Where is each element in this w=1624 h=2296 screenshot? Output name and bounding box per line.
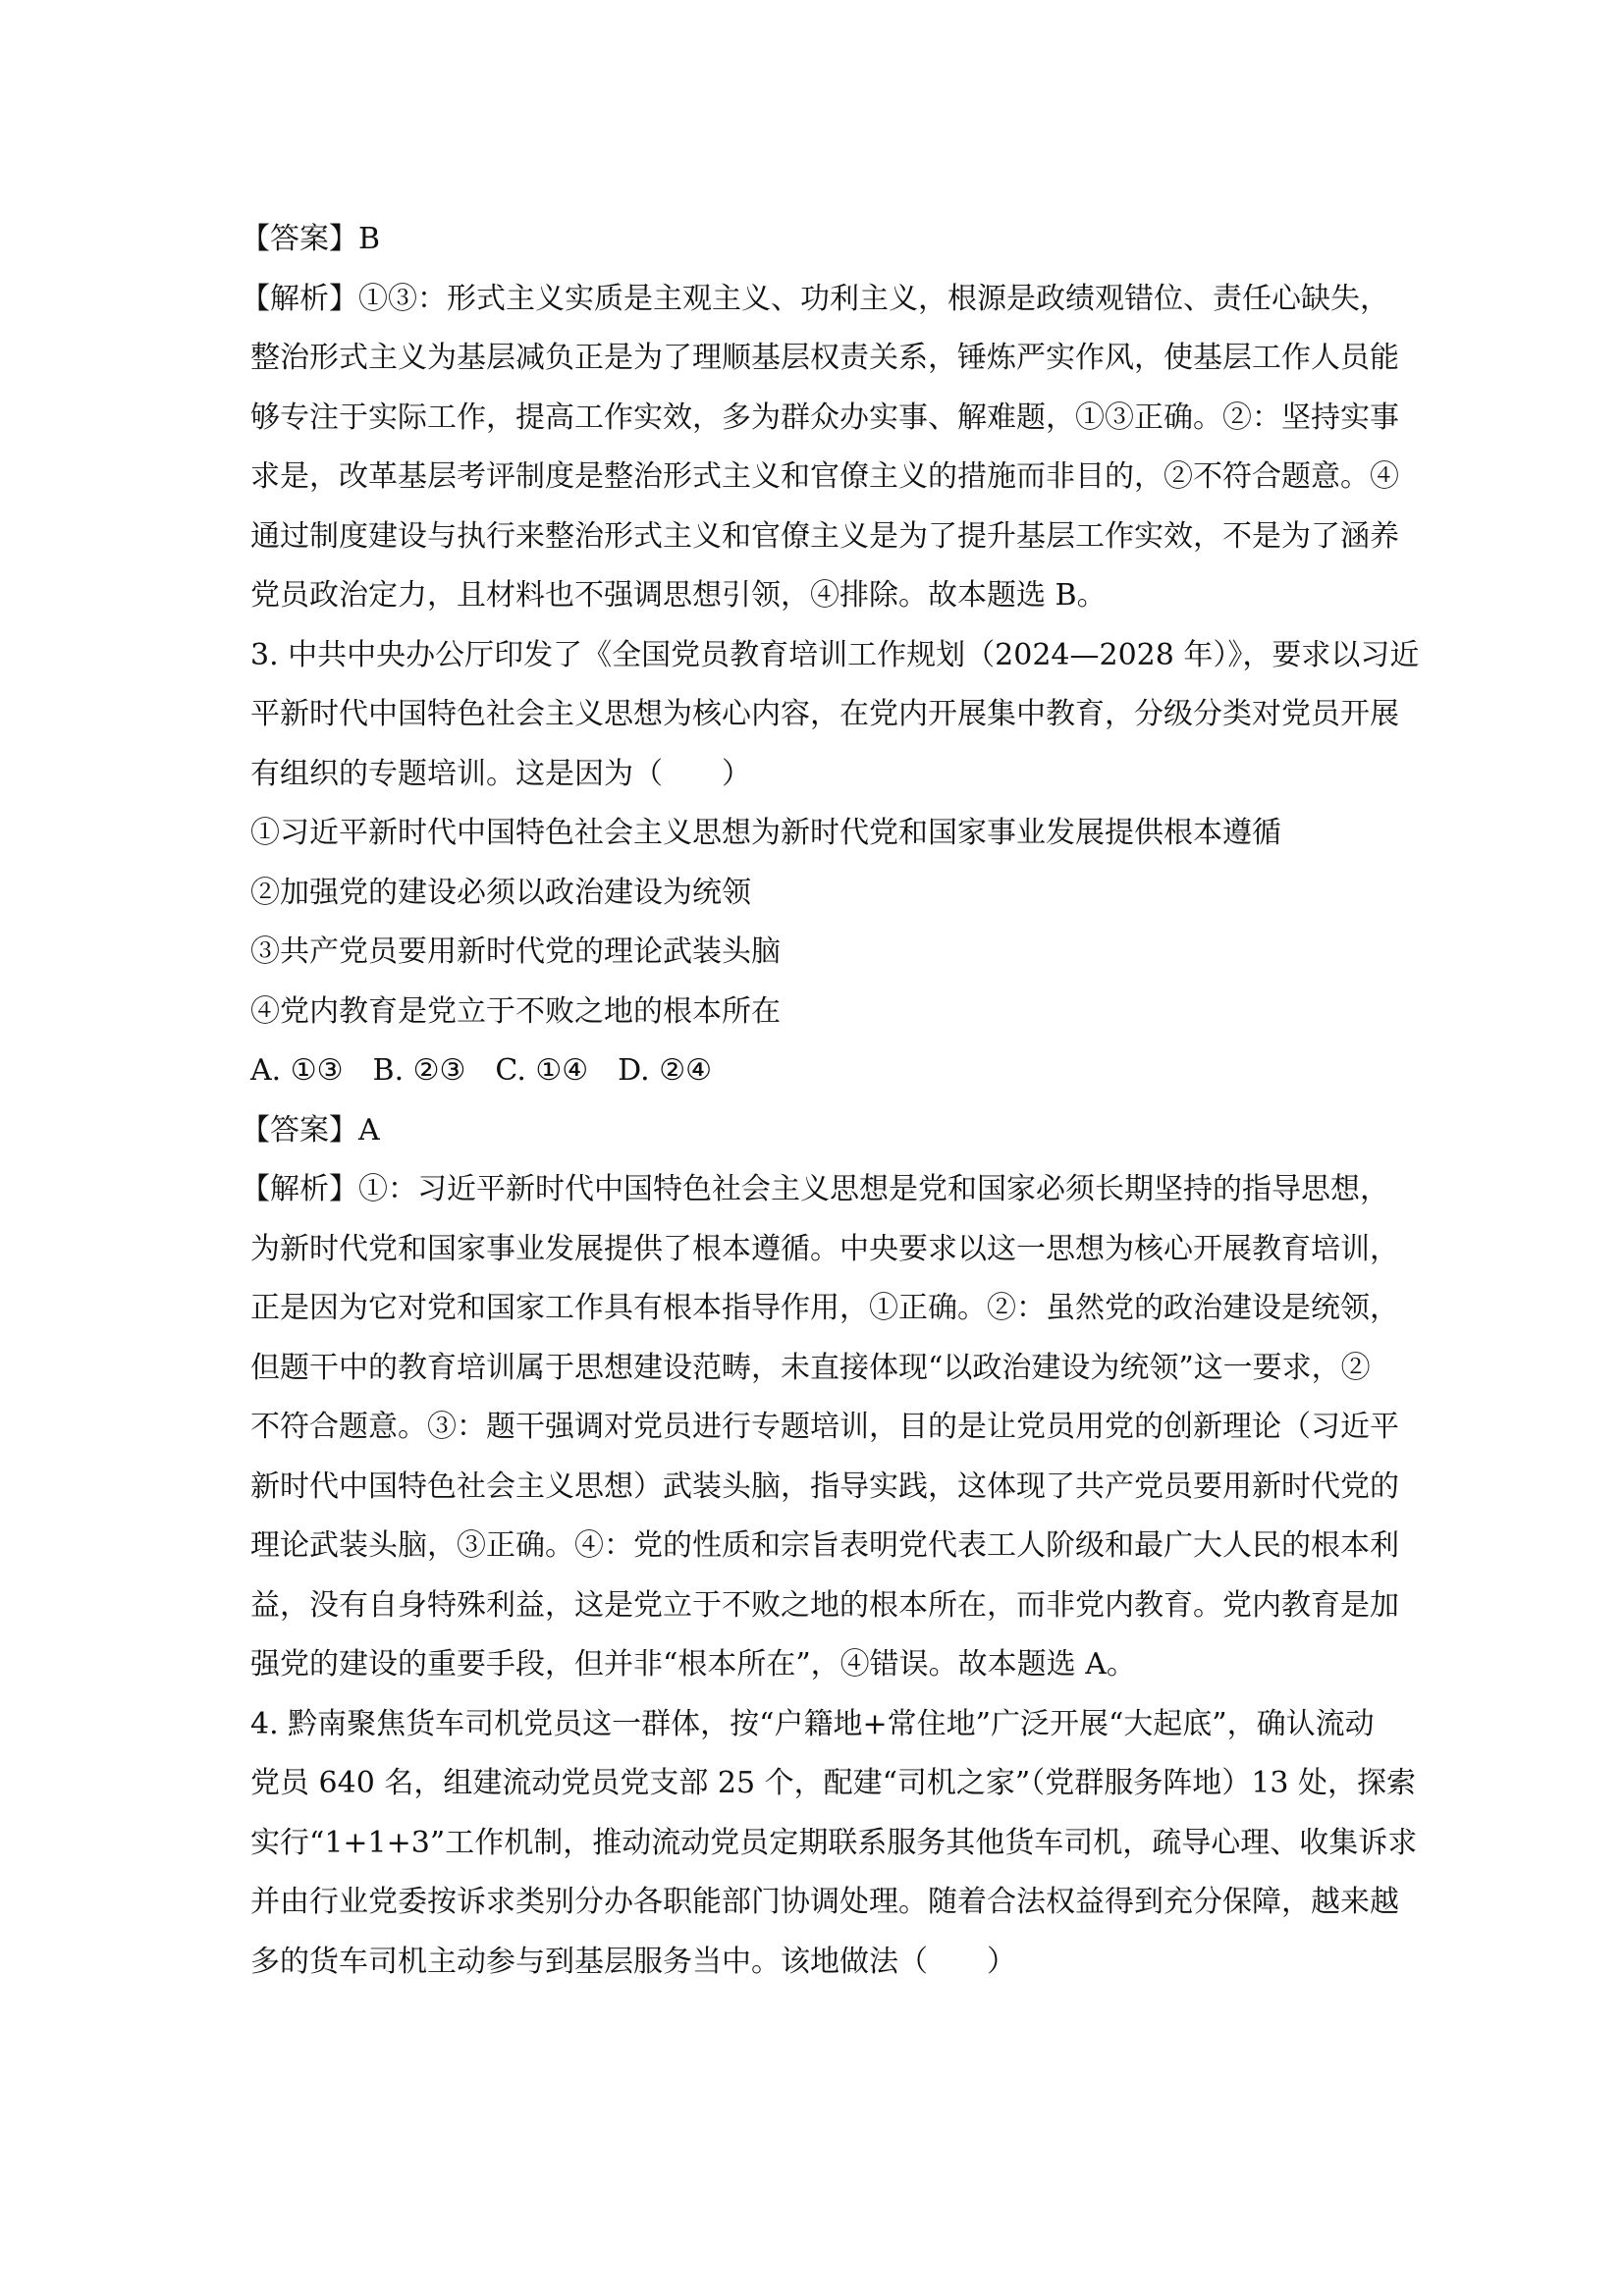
analysis-line: 益，没有自身特殊利益，这是党立于不败之地的根本所在，而非党内教育。党内教育是加 — [250, 1587, 1399, 1623]
answer-block-q2 — [241, 210, 1399, 626]
analysis-line: 正是因为它对党和国家工作具有根本指导作用，①正确。②：虽然党的政治建设是统领， — [250, 1291, 1399, 1325]
analysis-line: 党员政治定力，且材料也不强调思想引领，④排除。故本题选 B。 — [250, 578, 1107, 613]
answer-line: 【答案】B — [241, 222, 381, 256]
question-stem-line: 党员 640 名，组建流动党员党支部 25 个，配建“司机之家”（党群服务阵地）13 处，探索 — [250, 1766, 1416, 1800]
question-stem-line: 多的货车司机主动参与到基层服务当中。该地做法（ ） — [250, 1944, 1016, 1979]
analysis-line: 通过制度建设与执行来整治形式主义和官僚主义是为了提升基层工作实效，不是为了涵养 — [250, 518, 1399, 554]
question-stem-line: 并由行业党委按诉求类别分办各职能部门协调处理。随着合法权益得到充分保障，越来越 — [250, 1885, 1399, 1919]
analysis-line: 求是，改革基层考评制度是整治形式主义和官僚主义的措施而非目的，②不符合题意。④ — [250, 459, 1399, 494]
question-stem-line: 4. 黔南聚焦货车司机党员这一群体，按“户籍地+常住地”广泛开展“大起底”，确认流动 — [250, 1706, 1375, 1741]
answer-line: 【答案】A — [241, 1112, 380, 1148]
statement-3: ③共产党员要用新时代党的理论武装头脑 — [250, 934, 781, 969]
analysis-line: 但题干中的教育培训属于思想建设范畴，未直接体现“以政治建设为统领”这一要求，② — [250, 1350, 1371, 1385]
document-page — [241, 210, 1420, 1992]
question-stem-line: 3. 中共中央办公厅印发了《全国党员教育培训工作规划（2024—2028 年）》，要求以习近 — [250, 637, 1420, 672]
question-stem-line: 实行“1+1+3”工作机制，推动流动党员定期联系服务其他货车司机，疏导心理、收集诉求 — [250, 1825, 1418, 1860]
analysis-line: 【解析】①：习近平新时代中国特色社会主义思想是党和国家必须长期坚持的指导思想， — [241, 1172, 1389, 1206]
answer-options: A. ①③ B. ②③ C. ①④ D. ②④ — [250, 1053, 713, 1088]
question-stem-line: 有组织的专题培训。这是因为（ ） — [250, 756, 751, 791]
question-stem-line: 平新时代中国特色社会主义思想为核心内容，在党内开展集中教育，分级分类对党员开展 — [250, 697, 1399, 731]
statement-4: ④党内教育是党立于不败之地的根本所在 — [250, 993, 781, 1029]
analysis-line: 够专注于实际工作，提高工作实效，多为群众办实事、解难题，①③正确。②：坚持实事 — [250, 400, 1399, 435]
analysis-line: 【解析】①③：形式主义实质是主观主义、功利主义，根源是政绩观错位、责任心缺失， — [241, 281, 1389, 316]
analysis-line: 不符合题意。③：题干强调对党员进行专题培训，目的是让党员用党的创新理论（习近平 — [250, 1410, 1399, 1444]
analysis-line: 强党的建设的重要手段，但并非“根本所在”，④错误。故本题选 A。 — [250, 1647, 1136, 1682]
analysis-line: 为新时代党和国家事业发展提供了根本遵循。中央要求以这一思想为核心开展教育培训， — [250, 1231, 1399, 1266]
analysis-line: 理论武装头脑，③正确。④：党的性质和宗旨表明党代表工人阶级和最广大人民的根本利 — [250, 1528, 1399, 1563]
statement-1: ①习近平新时代中国特色社会主义思想为新时代党和国家事业发展提供根本遵循 — [250, 816, 1281, 850]
statement-2: ②加强党的建设必须以政治建设为统领 — [250, 875, 751, 910]
analysis-line: 整治形式主义为基层减负正是为了理顺基层权责关系，锤炼严实作风，使基层工作人员能 — [250, 341, 1399, 375]
analysis-line: 新时代中国特色社会主义思想）武装头脑，指导实践，这体现了共产党员要用新时代党的 — [250, 1468, 1399, 1504]
question-4 — [250, 1695, 1418, 1993]
question-3 — [241, 626, 1420, 1695]
